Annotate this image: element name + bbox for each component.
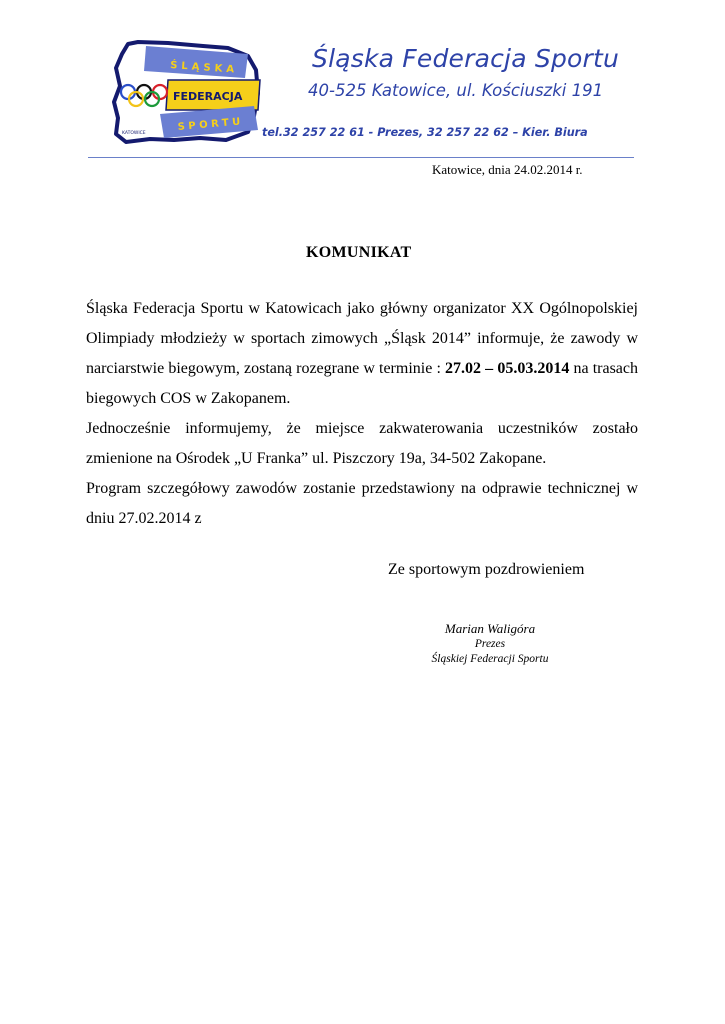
header-divider: [88, 157, 634, 158]
paragraph-1: [86, 294, 638, 414]
logo-city: KATOWICE: [122, 131, 146, 136]
organization-phones: tel.32 257 22 61 - Prezes, 32 257 22 62 – Kier. Biura: [262, 126, 588, 139]
letter-body: [86, 294, 638, 534]
paragraph-2: Jednocześnie informujemy, że miejsce zakwaterowania uczestników zostało zmienione na Ośrodek „U Franka” ul. Piszczory 19a, 34-502 Zakopane.: [86, 420, 638, 467]
logo-word-sportu: SPORTU: [177, 116, 245, 133]
signatory-organization: Śląskiej Federacji Sportu: [431, 653, 549, 665]
logo-word-federacja: FEDERACJA: [173, 90, 243, 103]
federation-logo: [108, 38, 263, 148]
logo-word-slaska: ŚLĄSKA: [169, 60, 239, 76]
paragraph-3: Program szczegółowy zawodów zostanie przedstawiony na odprawie technicznej w dniu 27.02.2014 z: [86, 480, 638, 527]
competition-dates: 27.02 – 05.03.2014: [445, 360, 570, 377]
paragraph-1-text: Śląska Federacja Sportu w Katowicach jako główny organizator XX Ogólnopolskiej Olimpiady młodzieży w sportach zimowych „Śląsk 2014” informuje, że zawody w narciarstwie biegowym, zostaną rozegrane w terminie :: [86, 300, 638, 377]
organization-address: 40-525 Katowice, ul. Kościuszki 191: [308, 81, 604, 100]
signatory-name: Marian Waligóra: [444, 621, 536, 636]
paragraph-1-tail: na trasach biegowych COS w Zakopanem.: [86, 360, 639, 407]
signatory-role: Prezes: [474, 638, 506, 650]
letter-title: KOMUNIKAT: [306, 244, 412, 261]
signature-block: [410, 621, 570, 667]
closing-greeting: Ze sportowym pozdrowieniem: [388, 561, 585, 578]
letter-date: Katowice, dnia 24.02.2014 r.: [432, 162, 583, 177]
organization-name: Śląska Federacja Sportu: [312, 44, 620, 73]
